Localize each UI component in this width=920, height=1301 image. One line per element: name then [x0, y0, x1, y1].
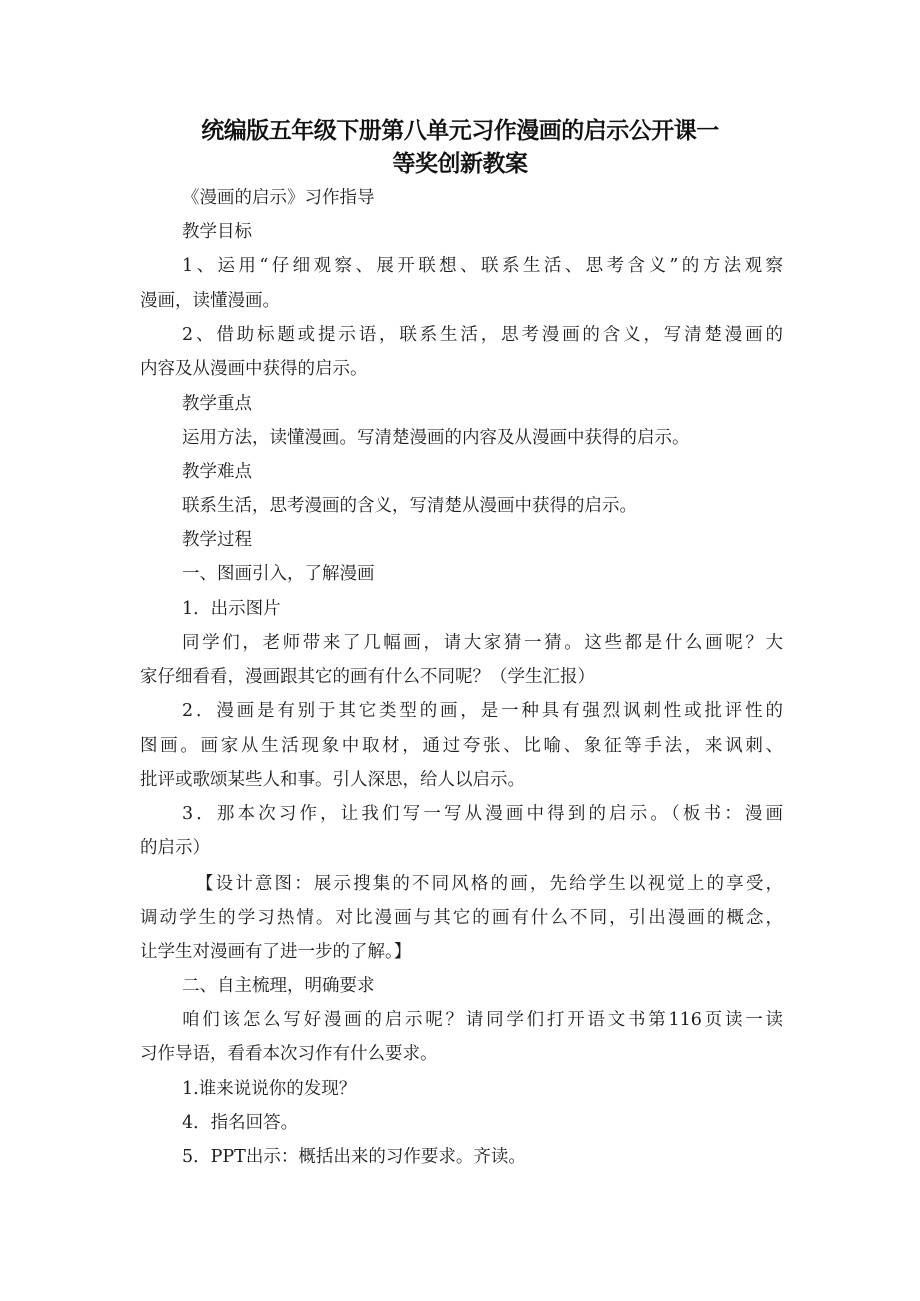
- paragraph-line: 内容及从漫画中获得的启示。: [140, 359, 368, 379]
- paragraph-line: 2、借助标题或提示语，联系生活，思考漫画的含义，写清楚漫画的: [182, 325, 783, 345]
- paragraph-line: 运用方法，读懂漫画。写清楚漫画的内容及从漫画中获得的启示。: [182, 428, 690, 448]
- paragraph-line: 联系生活，思考漫画的含义，写清楚从漫画中获得的启示。: [182, 496, 637, 516]
- design-intent-line: 调动学生的学习热情。对比漫画与其它的画有什么不同，引出漫画的概念，: [140, 908, 783, 928]
- paragraph-line: 家仔细看看，漫画跟其它的画有什么不同呢？（学生汇报）: [140, 667, 595, 687]
- paragraph-line: 1、运用“仔细观察、展开联想、联系生活、思考含义”的方法观察: [182, 256, 783, 276]
- paragraph-line: 2．漫画是有别于其它类型的画，是一种具有强烈讽刺性或批评性的: [182, 701, 783, 721]
- paragraph-line: 5．PPT出示：概括出来的习作要求。齐读。: [182, 1147, 526, 1167]
- document-title-line-1: 统编版五年级下册第八单元习作漫画的启示公开课一: [201, 118, 719, 144]
- paragraph-line: 习作导语，看看本次习作有什么要求。: [140, 1044, 438, 1064]
- section-heading: 教学目标: [182, 222, 252, 242]
- design-intent-line: 【设计意图：展示搜集的不同风格的画，先给学生以视觉上的享受，: [196, 874, 783, 894]
- section-heading: 教学难点: [182, 462, 252, 482]
- paragraph-line: 图画。画家从生活现象中取材，通过夸张、比喻、象征等手法，来讽刺、: [140, 736, 783, 756]
- section-heading: 《漫画的启示》习作指导: [182, 188, 375, 208]
- design-intent-line: 让学生对漫画有了进一步的了解。】: [140, 942, 412, 962]
- paragraph-line: 3．那本次习作，让我们写一写从漫画中得到的启示。（板书：漫画: [182, 804, 783, 824]
- paragraph-line: 漫画，读懂漫画。: [140, 291, 280, 311]
- section-heading: 二、自主梳理，明确要求: [182, 976, 375, 996]
- paragraph-line: 1.谁来说说你的发现？: [182, 1079, 357, 1099]
- paragraph-line: 咱们该怎么写好漫画的启示呢？请同学们打开语文书第116页读一读: [182, 1010, 783, 1030]
- section-heading: 一、图画引入，了解漫画: [182, 564, 375, 584]
- paragraph-line: 的启示）: [140, 838, 210, 858]
- paragraph-line: 4．指名回答。: [182, 1113, 299, 1133]
- paragraph-line: 批评或歌颂某些人和事。引人深思，给人以启示。: [140, 770, 525, 790]
- section-heading: 教学过程: [182, 530, 252, 550]
- section-heading: 教学重点: [182, 394, 252, 414]
- document-title-line-2: 等奖创新教案: [392, 151, 528, 177]
- paragraph-line: 1．出示图片: [182, 599, 281, 619]
- paragraph-line: 同学们，老师带来了几幅画，请大家猜一猜。这些都是什么画呢？大: [182, 633, 783, 653]
